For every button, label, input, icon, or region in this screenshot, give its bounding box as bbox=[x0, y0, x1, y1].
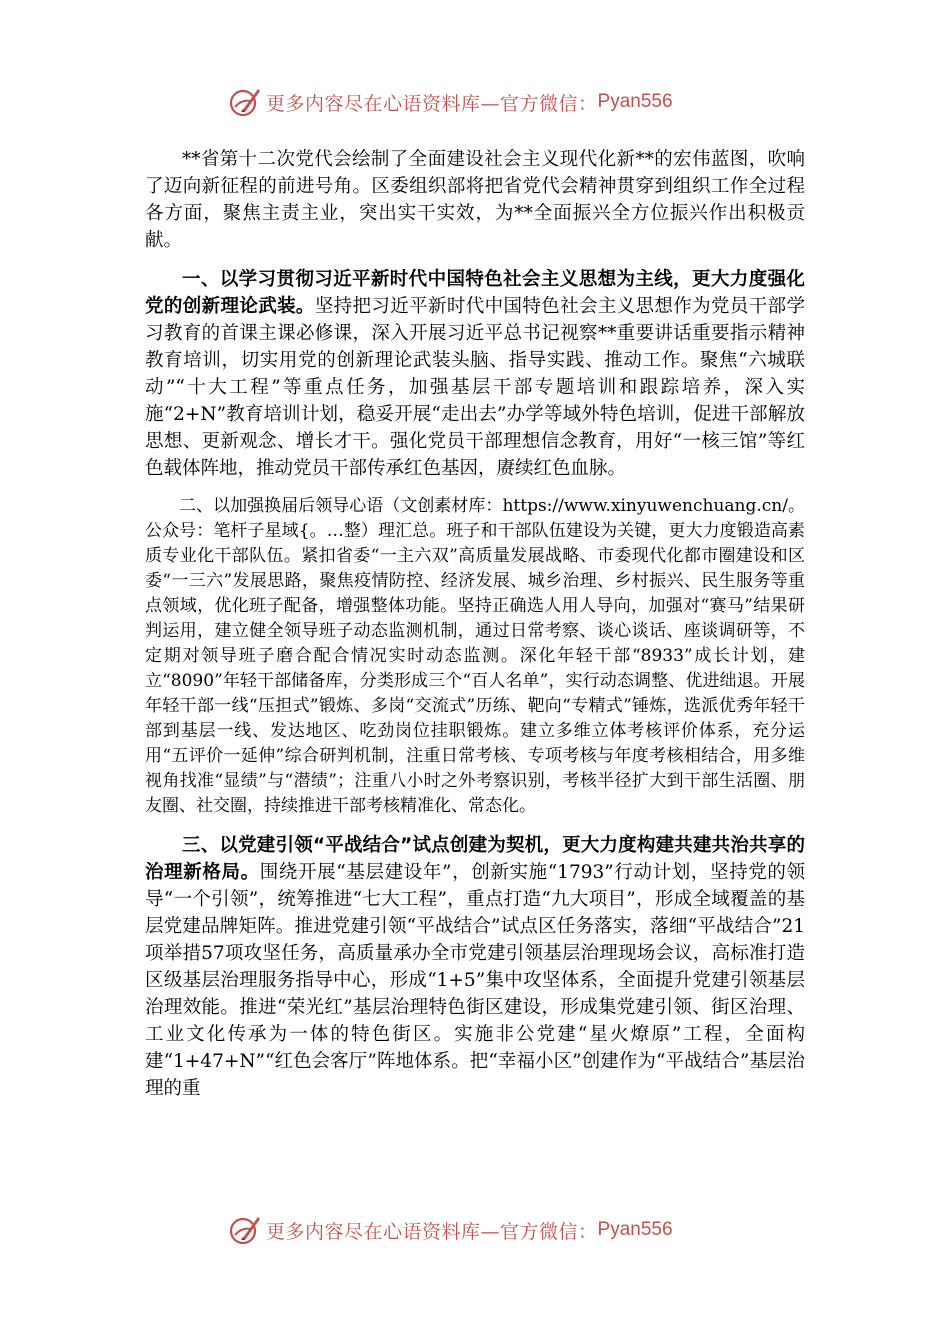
section-1-body: 坚持把习近平新时代中国特色社会主义思想作为党员干部学习教育的首课主课必修课，深入开展习近平总书记视察**重要讲话重要指示精神教育培训，切实用党的创新理论武装头脑、指导实践、推动工作。聚焦“六城联动”“十大工程”等重点任务，加强基层干部专题培训和跟踪培养，深入实施“2+N”教育培训计划，稳妥开展“走出去”办学等域外特色培训，促进干部解放思想、更新观念、增长才干。强化党员干部理想信念教育，用好“一核三馆”等红色载体阵地，推动党员干部传承红色基因，赓续红色血脉。 bbox=[145, 296, 805, 479]
section-3-body: 围绕开展“基层建设年”，创新实施“1793”行动计划，坚持党的领导“一个引领”，统筹推进“七大工程”，重点打造“九大项目”，形成全域覆盖的基层党建品牌矩阵。推进党建引领“平战结合”试点区任务落实，落细“平战结合”21项举措57项攻坚任务，高质量承办全市党建引领基层治理现场会议，高标准打造区级基层治理服务指导中心，形成“1+5”集中攻坚体系，全面提升党建引领基层治理效能。推进“荣光红”基层治理特色街区建设，形成集党建引领、街区治理、工业文化传承为一体的特色街区。实施非公党建“星火燎原”工程，全面构建“1+47+N”“红色会客厅”阵地体系。把“幸福小区”创建作为“平战结合”基层治理的重 bbox=[145, 862, 805, 1099]
section-1-paragraph bbox=[145, 266, 805, 482]
quill-pen-icon bbox=[228, 1213, 262, 1247]
document-body bbox=[145, 146, 805, 1102]
header-banner bbox=[228, 82, 673, 122]
section-3-paragraph bbox=[145, 832, 805, 1102]
section-3-heading: 三、以党建引领“平战结合”试点创建为契机，更大力度构建共建共治共享的治理新格局。 bbox=[145, 835, 805, 883]
footer-banner bbox=[228, 1210, 673, 1250]
footer-wechat-id: Pyan556 bbox=[597, 1219, 673, 1240]
header-wechat-id: Pyan556 bbox=[597, 91, 673, 112]
quill-pen-icon bbox=[228, 85, 262, 119]
section-1-heading: 一、以学习贯彻习近平新时代中国特色社会主义思想为主线，更大力度强化党的创新理论武装。 bbox=[145, 269, 805, 317]
intro-paragraph: **省第十二次党代会绘制了全面建设社会主义现代化新**的宏伟蓝图，吹响了迈向新征程的前进号角。区委组织部将把省党代会精神贯穿到组织工作全过程各方面，聚焦主责主业，突出实干实效，为**全面振兴全方位振兴作出积极贡献。 bbox=[145, 149, 805, 251]
header-banner-text: 更多内容尽在心语资料库—官方微信： bbox=[266, 92, 598, 115]
footer-banner-text: 更多内容尽在心语资料库—官方微信： bbox=[266, 1220, 598, 1243]
section-2-paragraph: 二、以加强换届后领导心语（文创素材库：https://www.xinyuwenchuang.cn/。公众号：笔杆子星域{。…整）理汇总。班子和干部队伍建设为关键，更大力度锻造高素质专业化干部队伍。紧扣省委“一主六双”高质量发展战略、市委现代化都市圈建设和区委“一三六”发展思路，聚焦疫情防控、经济发展、城乡治理、乡村振兴、民生服务等重点领域，优化班子配备，增强整体功能。坚持正确选人用人导向，加强对“赛马”结果研判运用，建立健全领导班子动态监测机制，通过日常考察、谈心谈话、座谈调研等，不定期对领导班子磨合配合情况实时动态监测。深化年轻干部“8933”成长计划，建立“8090”年轻干部储备库，分类形成三个“百人名单”，实行动态调整、优进绌退。开展年轻干部一线“压担式”锻炼、多岗“交流式”历练、靶向“专精式”锤炼，选派优秀年轻干部到基层一线、发达地区、吃劲岗位挂职锻炼。建立多维立体考核评价体系，充分运用“五评价一延伸”综合研判机制，注重日常考核、专项考核与年度考核相结合，用多维视角找准“显绩”与“潜绩”；注重八小时之外考察识别，考核半径扩大到干部生活圈、朋友圈、社交圈，持续推进干部考核精准化、常态化。 bbox=[145, 496, 805, 816]
